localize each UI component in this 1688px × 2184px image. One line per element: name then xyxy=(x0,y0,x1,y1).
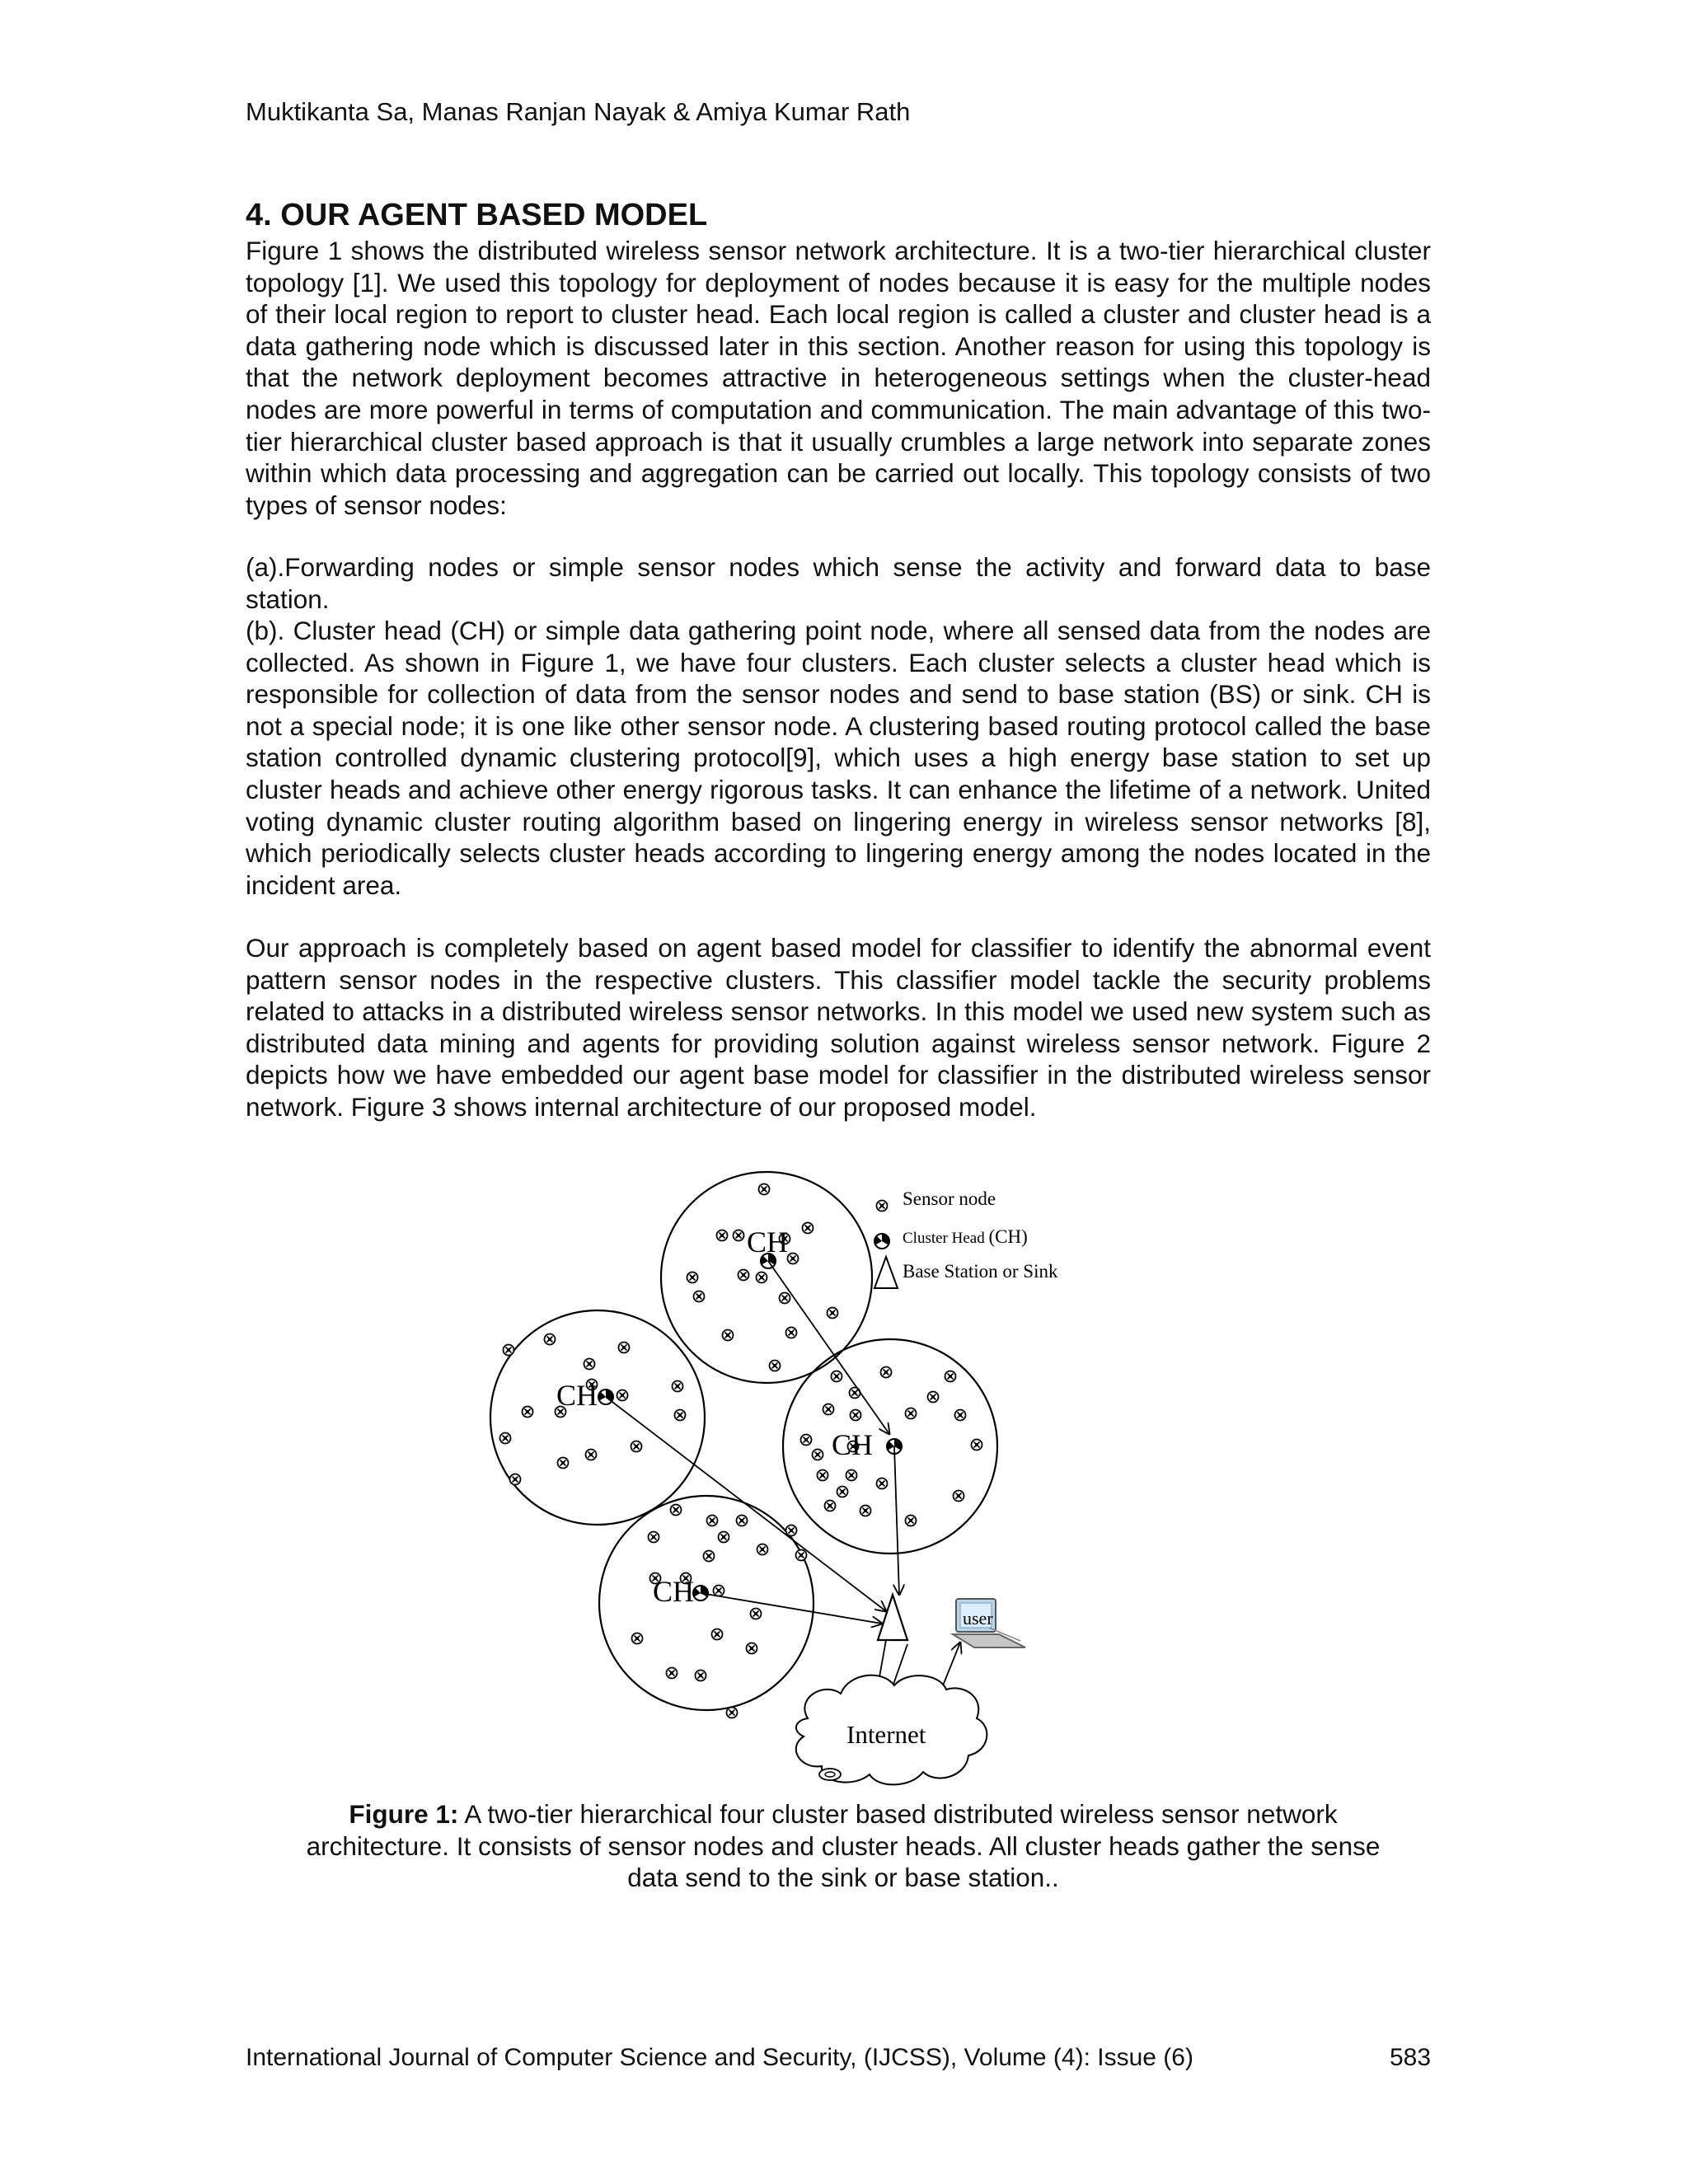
legend-sensor-node-icon xyxy=(877,1201,888,1212)
figure-1-network-diagram xyxy=(462,1150,1121,1809)
figure-caption xyxy=(280,1798,1406,1894)
sensor-nodes-right xyxy=(786,1367,982,1536)
ch-label-bottom: CH xyxy=(653,1575,695,1608)
ch-label-left: CH xyxy=(556,1379,598,1412)
legend-cluster-head: Cluster Head (CH) xyxy=(903,1226,1028,1247)
caption-label: Figure 1: xyxy=(349,1799,459,1829)
cluster-head-left xyxy=(598,1390,613,1404)
legend-base-station-icon xyxy=(874,1257,898,1288)
sensor-nodes-bottom xyxy=(632,1505,807,1718)
cluster-left xyxy=(490,1310,705,1525)
internet-cloud xyxy=(796,1675,987,1785)
legend-base-station: Base Station or Sink xyxy=(903,1261,1058,1282)
ch-label-right: CH xyxy=(832,1428,874,1461)
cluster-bottom xyxy=(599,1496,814,1710)
paragraph-forwarding-nodes: (a).Forwarding nodes or simple sensor nodes which sense the activity and forward data to base station. xyxy=(246,552,1431,614)
paragraph-cluster-head: (b). Cluster head (CH) or simple data gathering point node, where all sensed data from the nodes are collected. As shown in Figure 1, we have four clusters. Each cluster selects a cluster head which is responsible for collection of data from the sensor nodes and send to base station (BS) or sink. CH is not a special node; it is one like other sensor node. A clustering based routing protocol called the base station controlled dynamic clustering protocol[9], which uses a high energy base station to set up cluster heads and achieve other energy rigorous tasks. It can enhance the lifetime of a network. United voting dynamic cluster routing algorithm based on lingering energy in wireless sensor networks [8], which periodically selects cluster heads according to lingering energy among the nodes located in the incident area. xyxy=(246,616,1431,900)
footer-journal: International Journal of Computer Science and Security, (IJCSS), Volume (4): Issue (6) xyxy=(246,2044,1193,2071)
cluster-head-bottom xyxy=(693,1586,708,1601)
paragraph-approach: Our approach is completely based on agent based model for classifier to identify the abnormal event pattern sensor nodes in the respective clusters. This classifier model tackle the security problems related to attacks in a distributed wireless sensor networks. In this model we used new system such as distributed data mining and agents for providing solution against wireless sensor network. Figure 2 depicts how we have embedded our agent base model for classifier in the distributed wireless sensor network. Figure 3 shows internal architecture of our proposed model. xyxy=(246,933,1431,1122)
legend-sensor-node: Sensor node xyxy=(903,1188,996,1209)
internet-label: Internet xyxy=(846,1720,926,1749)
legend-cluster-head-icon xyxy=(874,1234,889,1249)
user-laptop-icon xyxy=(953,1599,1025,1647)
paragraph-architecture: Figure 1 shows the distributed wireless sensor network architecture. It is a two-tier hierarchical cluster topology [1]. We used this topology for deployment of nodes because it is easy for the multiple nodes of their local region to report to cluster head. Each local region is called a cluster and cluster head is a data gathering node which is discussed later in this section. Another reason for using this topology is that the network deployment becomes attractive in heterogeneous settings when the cluster-head nodes are more powerful in terms of computation and communication. The main advantage of this two-tier hierarchical cluster based approach is that it usually crumbles a large network into separate zones within which data processing and aggregation can be carried out locally. This topology consists of two types of sensor nodes: xyxy=(246,236,1431,520)
page-number: 583 xyxy=(1390,2044,1432,2071)
caption-text: A two-tier hierarchical four cluster based distributed wireless sensor network architecture. It consists of sensor nodes and cluster heads. All cluster heads gather the sense data send to the sink or base station.. xyxy=(306,1799,1381,1893)
base-station-triangle xyxy=(878,1595,907,1640)
running-header: Muktikanta Sa, Manas Ranjan Nayak & Amiya Kumar Rath xyxy=(246,97,911,126)
ch-label-top: CH xyxy=(747,1226,789,1258)
section-title: 4. OUR AGENT BASED MODEL xyxy=(246,198,708,232)
user-label: user xyxy=(963,1608,993,1629)
figure-legend xyxy=(874,1188,1058,1288)
sensor-nodes-top xyxy=(687,1184,838,1371)
